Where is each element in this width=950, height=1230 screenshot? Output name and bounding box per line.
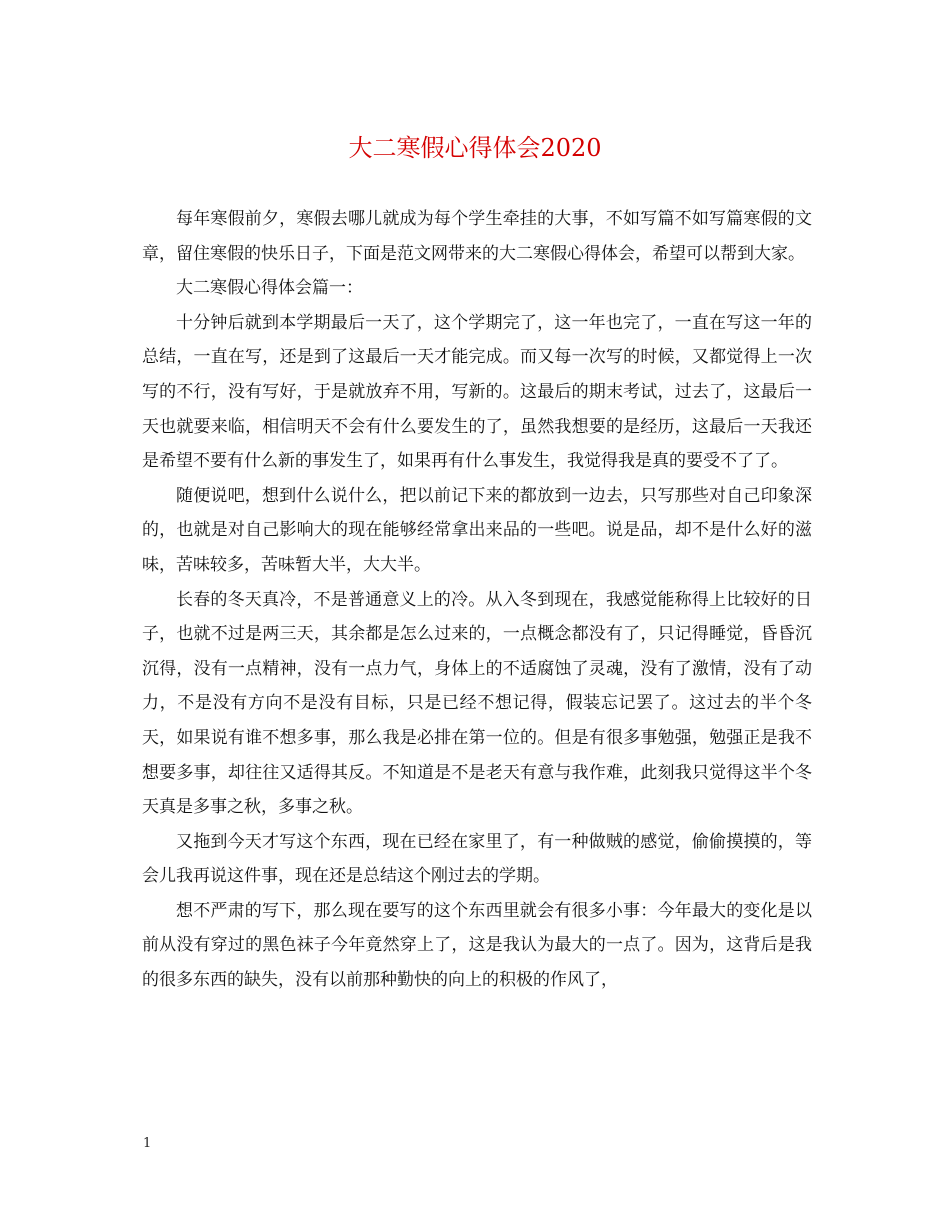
paragraph: 又拖到今天才写这个东西，现在已经在家里了，有一种做贼的感觉，偷偷摸摸的，等会儿我再说这件事，现在还是总结这个刚过去的学期。: [142, 831, 812, 887]
paragraph: 长春的冬天真冷，不是普通意义上的冷。从入冬到现在，我感觉能称得上比较好的日子，也就不过是两三天，其余都是怎么过来的，一点概念都没有了，只记得睡觉，昏昏沉沉得，没有一点精神，没有一点力气，身体上的不适腐蚀了灵魂，没有了激情，没有了动力，不是没有方向不是没有目标，只是已经不想记得，假装忘记罢了。这过去的半个冬天，如果说有谁不想多事，那么我是必排在第一位的。但是有很多事勉强，勉强正是我不想要多事，却往往又适得其反。不知道是不是老天有意与我作难，此刻我只觉得这半个冬天真是多事之秋，多事之秋。: [142, 589, 812, 818]
paragraph-intro: 每年寒假前夕，寒假去哪儿就成为每个学生牵挂的大事，不如写篇不如写篇寒假的文章，留住寒假的快乐日子，下面是范文网带来的大二寒假心得体会，希望可以帮到大家。: [142, 209, 812, 264]
document-body: [142, 202, 812, 998]
paragraph: 十分钟后就到本学期最后一天了，这个学期完了，这一年也完了，一直在写这一年的总结，一直在写，还是到了这最后一天才能完成。而又每一次写的时候，又都觉得上一次写的不行，没有写好，于是就放弃不用，写新的。这最后的期末考试，过去了，这最后一天也就要来临，相信明天不会有什么要发生的了，虽然我想要的是经历，这最后一天我还是希望不要有什么新的事发生了，如果再有什么事发生，我觉得我是真的要受不了了。: [142, 312, 812, 472]
page-number: 1: [143, 1136, 152, 1151]
paragraph: 想不严肃的写下，那么现在要写的这个东西里就会有很多小事：今年最大的变化是以前从没有穿过的黑色袜子今年竟然穿上了，这是我认为最大的一点了。因为，这背后是我的很多东西的缺失，没有以前那种勤快的向上的积极的作风了，: [142, 900, 812, 991]
paragraph: 随便说吧，想到什么说什么，把以前记下来的都放到一边去，只写那些对自己印象深的，也就是对自己影响大的现在能够经常拿出来品的一些吧。说是品，却不是什么好的滋味，苦味较多，苦味暂大半，大大半。: [142, 485, 812, 575]
document-title: 大二寒假心得体会2020: [348, 134, 602, 162]
section-heading: 大二寒假心得体会篇一：: [176, 278, 363, 299]
